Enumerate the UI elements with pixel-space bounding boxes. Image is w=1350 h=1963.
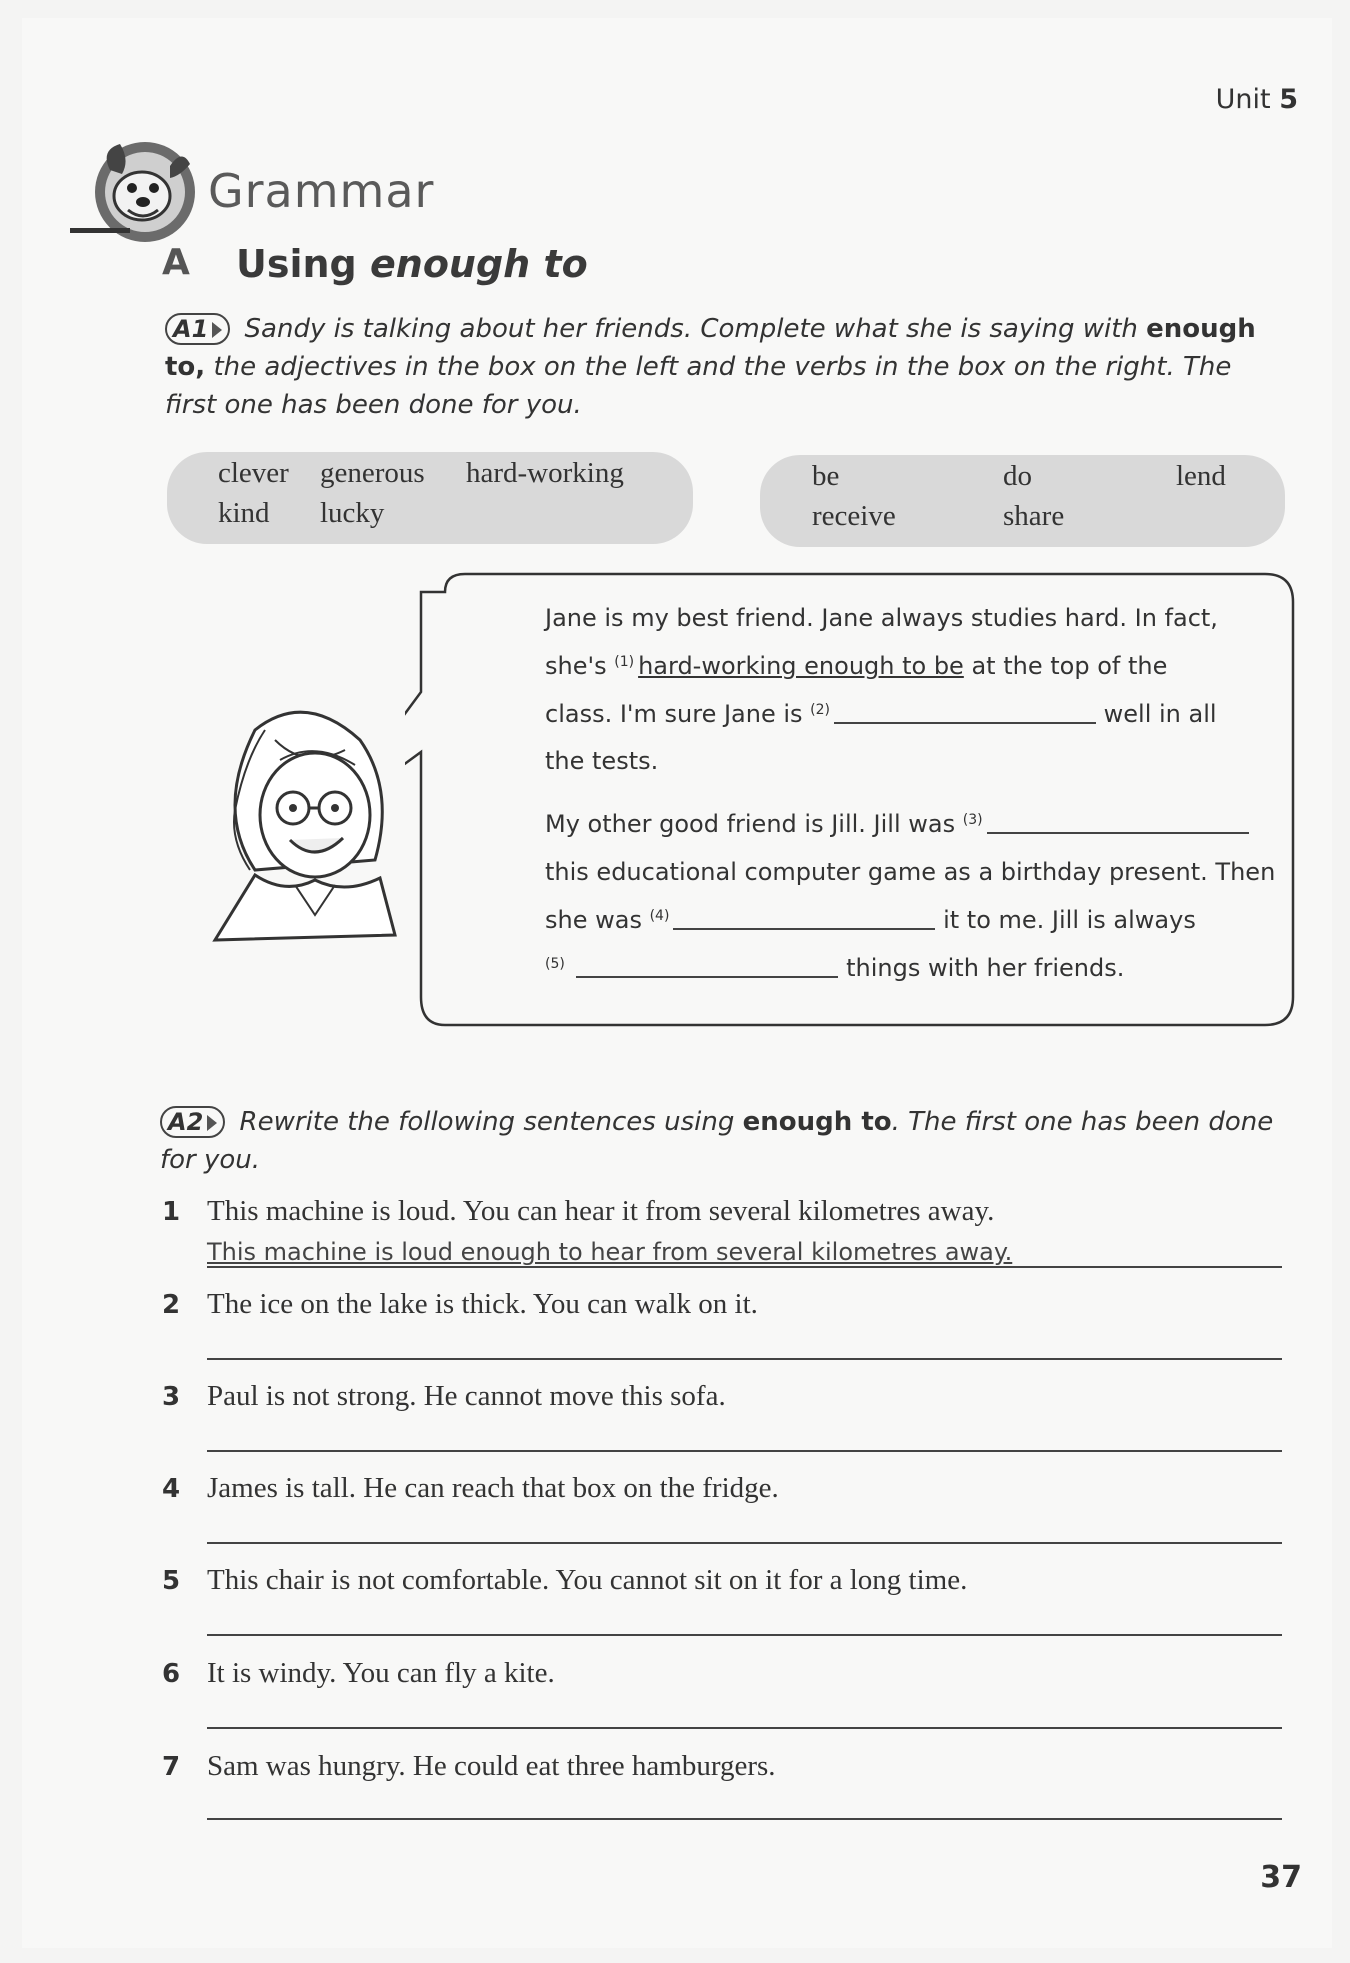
speech-line-4: the tests. bbox=[545, 747, 659, 775]
answer-line bbox=[207, 1266, 1282, 1268]
item-number: 7 bbox=[162, 1752, 181, 1782]
answer-line[interactable] bbox=[207, 1634, 1282, 1636]
verb-word: share bbox=[1003, 500, 1065, 532]
item-number: 2 bbox=[162, 1290, 181, 1320]
grammar-heading: Grammar bbox=[208, 164, 435, 218]
item-number: 1 bbox=[162, 1197, 181, 1227]
item-number: 5 bbox=[162, 1566, 181, 1596]
item-sentence: The ice on the lake is thick. You can walk on it. bbox=[207, 1288, 758, 1320]
play-arrow-icon bbox=[207, 1115, 217, 1131]
answer-line[interactable] bbox=[207, 1818, 1282, 1820]
blank-3[interactable] bbox=[987, 832, 1249, 834]
answer-line[interactable] bbox=[207, 1450, 1282, 1452]
example-answer: hard-working enough to be bbox=[638, 652, 964, 680]
verb-word: be bbox=[812, 460, 840, 492]
speech-line-3: class. I'm sure Jane is $^{(2)}$ well in all bbox=[545, 700, 1217, 728]
answer-line[interactable] bbox=[207, 1727, 1282, 1729]
speech-line-8: $^{(5)}$ things with her friends. bbox=[545, 954, 1125, 982]
item-number: 3 bbox=[162, 1382, 181, 1412]
item-number: 4 bbox=[162, 1474, 181, 1504]
a2-badge: A2 bbox=[160, 1106, 225, 1138]
item-sentence: Paul is not strong. He cannot move this sofa. bbox=[207, 1380, 726, 1412]
answer-line[interactable] bbox=[207, 1542, 1282, 1544]
adjectives-box bbox=[167, 452, 693, 544]
a2-instruction: A2 Rewrite the following sentences using enough to. The first one has been done for you. bbox=[160, 1107, 1274, 1175]
item-number: 6 bbox=[162, 1659, 181, 1689]
speech-line-7: she was $^{(4)}$ it to me. Jill is always bbox=[545, 906, 1196, 934]
adjective-word: lucky bbox=[320, 497, 385, 529]
answer-line[interactable] bbox=[207, 1358, 1282, 1360]
dog-mascot-icon bbox=[70, 130, 200, 250]
adjective-word: generous bbox=[320, 457, 425, 489]
item-sentence: It is windy. You can fly a kite. bbox=[207, 1657, 555, 1689]
item-sentence: This chair is not comfortable. You cannot sit on it for a long time. bbox=[207, 1564, 968, 1596]
verb-word: do bbox=[1003, 460, 1032, 492]
unit-label: Unit 5 bbox=[1215, 84, 1298, 115]
a1-instruction: A1 Sandy is talking about her friends. Complete what she is saying with enough to, the adjectives in the box on the left and the verbs in the box on the right. The first one has been done for you. bbox=[165, 314, 1256, 420]
blank-5[interactable] bbox=[576, 976, 838, 978]
girl-illustration bbox=[195, 700, 410, 945]
blank-4[interactable] bbox=[673, 928, 935, 930]
verb-word: lend bbox=[1176, 460, 1226, 492]
speech-line-6: this educational computer game as a birthday present. Then bbox=[545, 858, 1276, 886]
verbs-box bbox=[760, 455, 1285, 547]
blank-2[interactable] bbox=[834, 722, 1096, 724]
section-letter: A bbox=[162, 242, 190, 283]
a1-badge: A1 bbox=[165, 313, 230, 345]
speech-line-5: My other good friend is Jill. Jill was $^{(3)}$ bbox=[545, 810, 1249, 838]
adjective-word: kind bbox=[218, 497, 270, 529]
example-rewrite: This machine is loud enough to hear from several kilometres away. bbox=[207, 1238, 1013, 1266]
play-arrow-icon bbox=[212, 322, 222, 338]
section-title: Using enough to bbox=[236, 242, 588, 286]
item-sentence: James is tall. He can reach that box on the fridge. bbox=[207, 1472, 779, 1504]
adjective-word: clever bbox=[218, 457, 289, 489]
speech-line-1: Jane is my best friend. Jane always studies hard. In fact, bbox=[545, 604, 1218, 632]
item-sentence: This machine is loud. You can hear it from several kilometres away. bbox=[207, 1195, 995, 1227]
verb-word: receive bbox=[812, 500, 896, 532]
speech-line-2: she's $^{(1)}$ hard-working enough to be at the top of the bbox=[545, 652, 1168, 680]
item-sentence: Sam was hungry. He could eat three hamburgers. bbox=[207, 1750, 776, 1782]
adjective-word: hard-working bbox=[466, 457, 624, 489]
page-number: 37 bbox=[1260, 1860, 1302, 1895]
